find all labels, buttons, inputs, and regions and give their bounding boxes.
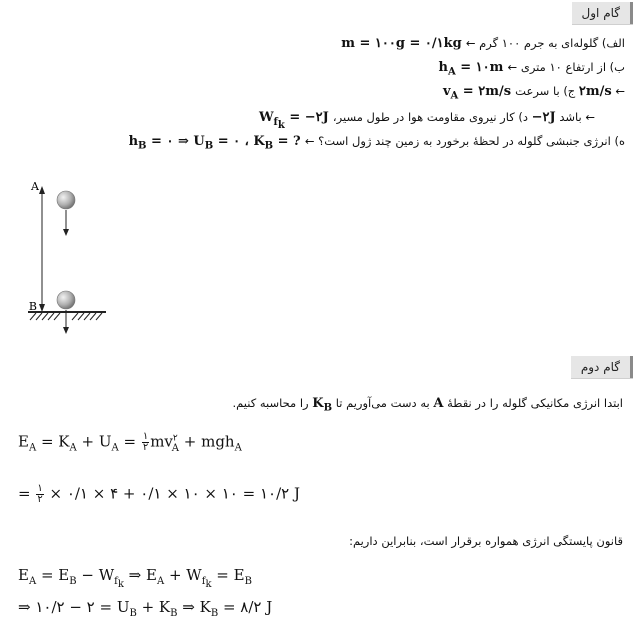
height-arrow-bottom-head xyxy=(39,304,45,312)
equation-numeric-energy: = $\frac{۱}{۲}$ × ۰/۱ × ۴ + ۰/۱ × ۱۰ × ۱۰ = ۱۰/۲ J xyxy=(18,483,300,505)
ball-bottom-arrowhead xyxy=(63,327,69,334)
intro-mid: به دست می‌آوریم تا xyxy=(335,396,430,410)
intro-pre: ابتدا انرژی مکانیکی گلوله را در نقطهٔ xyxy=(447,396,623,410)
question-math: $h_B$ = ۰ ⇒ $U_B$ = ۰ ، $K_B$ = ? xyxy=(128,134,301,152)
fraction-half: $\frac{۱}{۲}$ xyxy=(142,431,149,453)
equation-final-answer: ⇒ ۱۰/۲ − ۲ = $U_B + K_B$ ⇒ $K_B$ = ۸/۲ J xyxy=(18,598,273,619)
ball-bottom xyxy=(57,291,75,309)
step2-intro xyxy=(232,396,623,414)
label-a: A xyxy=(31,180,39,193)
height-arrow-top-head xyxy=(39,186,45,194)
height-text: ب) از ارتفاع ۱۰ متری ← xyxy=(507,60,625,74)
step2-badge xyxy=(571,356,633,378)
ball-top xyxy=(57,191,75,209)
conservation-law-text: قانون پایستگی انرژی همواره برقرار است، بنابراین داریم: xyxy=(349,534,623,548)
ball-drop-figure xyxy=(22,180,132,340)
velocity-inline: ۲m/s xyxy=(578,84,612,99)
height-math: $h_A$ = ۱۰m xyxy=(438,60,504,78)
step2-badge-label: گام دوم xyxy=(580,360,620,374)
given-line-work xyxy=(259,110,595,131)
given-line-velocity xyxy=(443,84,625,102)
mass-math: m = ۱۰۰g = ۰/۱kg xyxy=(341,36,462,51)
step1-badge xyxy=(572,2,633,24)
mass-text: الف) گلوله‌ای به جرم ۱۰۰ گرم ← xyxy=(465,36,625,50)
ball-top-arrowhead xyxy=(63,229,69,236)
work-text: ← باشد −۲J د) کار نیروی مقاومت هوا در طول مسیر، xyxy=(332,110,595,125)
fraction-half-2: $\frac{۱}{۲}$ xyxy=(37,483,43,505)
label-b: B xyxy=(28,300,37,313)
question-text: ه) انرژی جنبشی گلوله در لحظهٔ برخورد به زمین چند ژول است؟ ← xyxy=(304,134,625,148)
intro-point: A xyxy=(433,396,444,411)
equation-conservation: $E_A = E_B - W_{f_k}$ ⇒ $E_A + W_{f_k} = E_B$ xyxy=(18,566,252,590)
given-line-mass xyxy=(341,36,625,51)
velocity-math: $v_A$ = ۲m/s xyxy=(442,84,512,102)
work-inline: −۲J xyxy=(531,110,556,125)
ground xyxy=(28,312,106,320)
intro-post: را محاسبه کنیم. xyxy=(232,396,309,410)
step1-badge-label: گام اول xyxy=(581,6,620,20)
intro-kb: $K_B$ xyxy=(312,396,333,414)
velocity-text: ← ۲m/s ج) با سرعت xyxy=(515,84,625,99)
given-line-height xyxy=(439,60,626,78)
equation-mechanical-energy: $E_A = K_A + U_A$ = $\frac{۱}{۲}$ $mv^۲_A + mgh_A$ xyxy=(18,431,242,454)
given-line-question xyxy=(129,134,625,152)
work-math: $W_{f_k}$ = −۲J xyxy=(258,110,329,131)
